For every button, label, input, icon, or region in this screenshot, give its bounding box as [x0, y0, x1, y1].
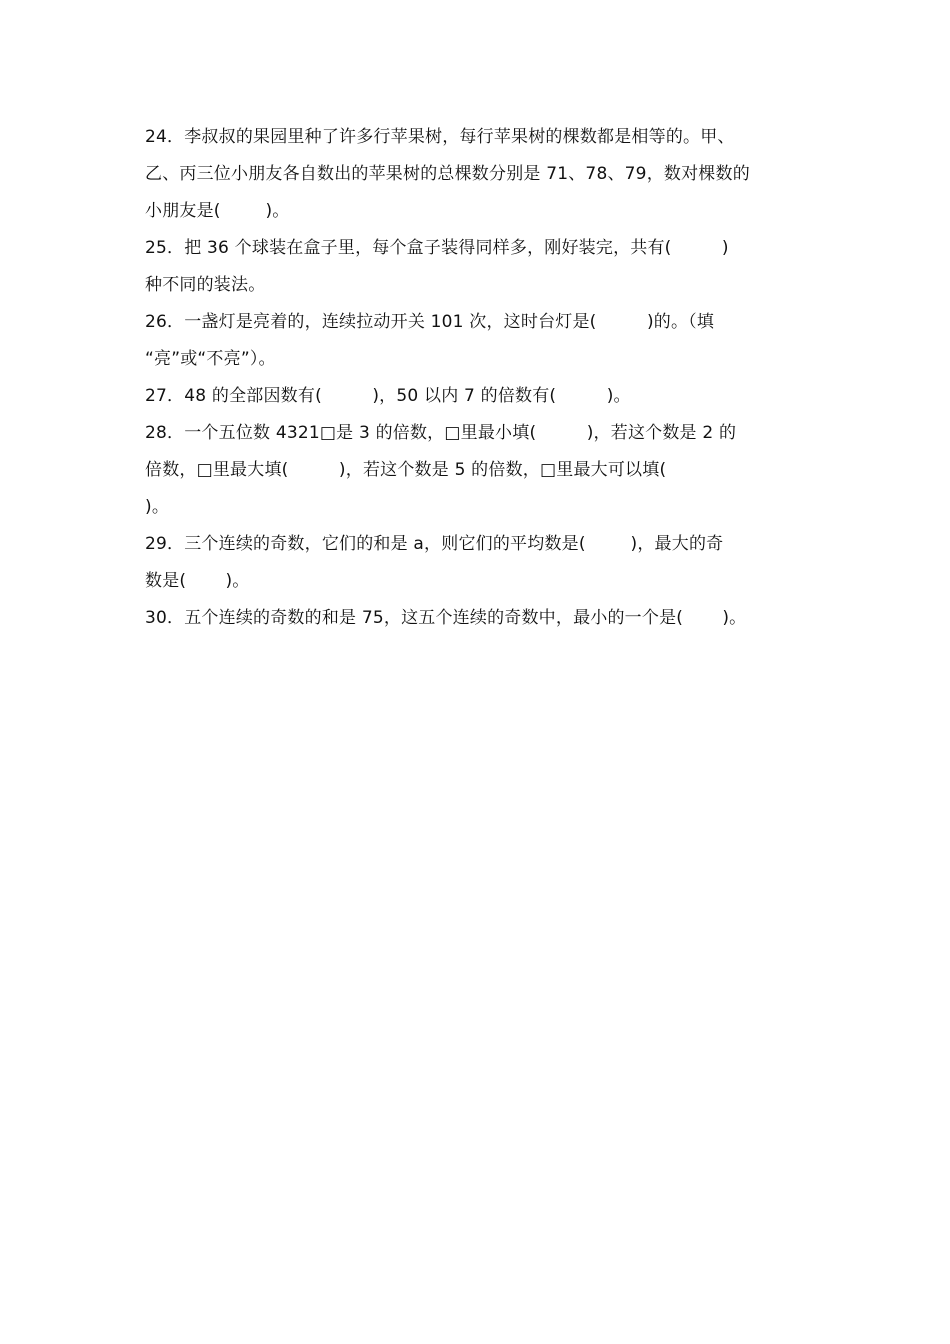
- question-29-line-2: 数是( )。: [145, 571, 250, 591]
- question-26-line-1: 26．一盏灯是亮着的，连续拉动开关 101 次，这时台灯是( )的。（填: [145, 312, 715, 332]
- question-29-line-1: 29．三个连续的奇数，它们的和是 a，则它们的平均数是( )，最大的奇: [145, 534, 724, 554]
- question-25-line-2: 种不同的装法。: [145, 275, 266, 295]
- question-26: [145, 304, 835, 378]
- question-24-line-2: 乙、丙三位小朋友各自数出的苹果树的总棵数分别是 71、78、79，数对棵数的: [145, 164, 750, 184]
- question-26-line-2: “亮”或“不亮”）。: [145, 349, 276, 369]
- question-25-line-1: 25．把 36 个球装在盒子里，每个盒子装得同样多，刚好装完，共有( ): [145, 238, 729, 258]
- question-30: [145, 600, 835, 637]
- question-list: [145, 119, 835, 637]
- question-28-line-1: 28．一个五位数 4321□是 3 的倍数，□里最小填( )，若这个数是 2 的: [145, 423, 737, 443]
- question-24-line-3: 小朋友是( )。: [145, 201, 290, 221]
- question-30-line-1: 30．五个连续的奇数的和是 75，这五个连续的奇数中，最小的一个是( )。: [145, 608, 747, 628]
- question-28: [145, 415, 835, 526]
- question-27: [145, 378, 835, 415]
- question-24: [145, 119, 835, 230]
- question-28-line-2: 倍数，□里最大填( )，若这个数是 5 的倍数，□里最大可以填(: [145, 460, 667, 480]
- question-24-line-1: 24．李叔叔的果园里种了许多行苹果树，每行苹果树的棵数都是相等的。甲、: [145, 127, 735, 147]
- question-29: [145, 526, 835, 600]
- question-27-line-1: 27．48 的全部因数有( )，50 以内 7 的倍数有( )。: [145, 386, 631, 406]
- question-25: [145, 230, 835, 304]
- question-28-line-3: )。: [145, 497, 170, 517]
